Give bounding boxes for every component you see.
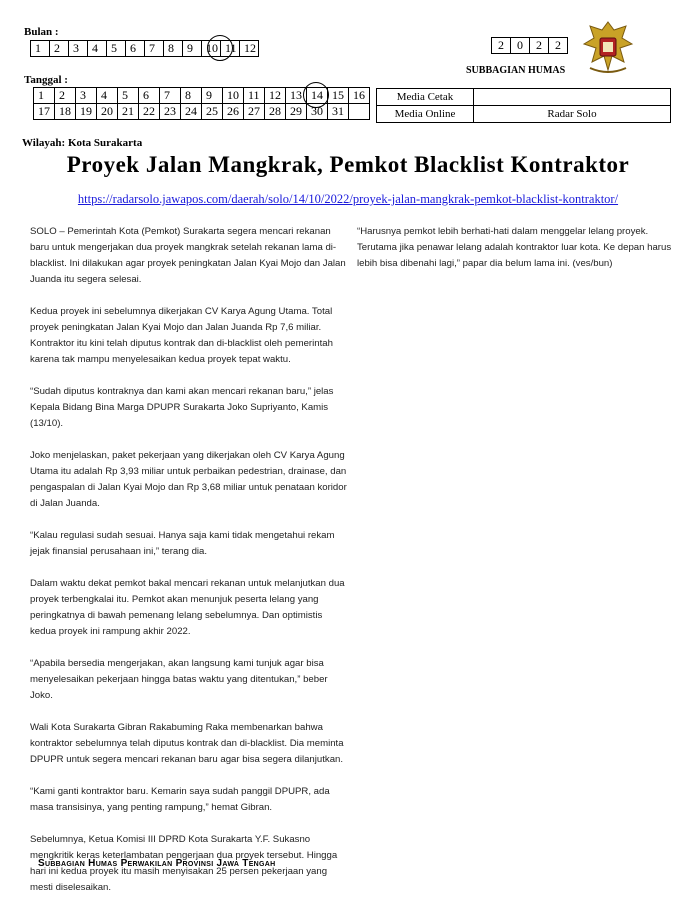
month-cell: 12 <box>240 41 259 57</box>
article-paragraph: Wali Kota Surakarta Gibran Rakabuming Raka membenarkan bahwa kontraktor sebelumnya telah diputus kontrak dan di-blacklist. Dia meminta DPUPR untuk segera mencari rekanan baru agar bisa segera dilanjutkan. <box>30 722 344 765</box>
date-cell: 17 <box>34 104 55 120</box>
article-paragraph: SOLO – Pemerintah Kota (Pemkot) Surakarta segera mencari rekanan baru untuk mengerjakan dua proyek mangkrak setelah rekanan lama di-blacklist. Ini dilakukan agar proyek peningkatan Jalan Kyai Mojo dan Jalan Juanda itu segera selesai. <box>30 226 346 285</box>
month-cell: 2 <box>50 41 69 57</box>
article-paragraph: Sebelumnya, Ketua Komisi III DPRD Kota Surakarta Y.F. Sukasno mengkritik keras keterlambatan pengerjaan dua proyek tersebut. Hingga hari ini kedua proyek itu masih menyisakan 25 persen pekerjaan yang mesti diselesaikan. <box>30 834 338 893</box>
date-cell: 28 <box>265 104 286 120</box>
date-cell: 6 <box>139 88 160 104</box>
article-paragraph: “Sudah diputus kontraknya dan kami akan mencari rekanan baru,” jelas Kepala Bidang Bina Marga DPUPR Surakarta Joko Supriyanto, Kamis (13/10). <box>30 386 334 429</box>
month-circle-mark <box>207 35 233 61</box>
wilayah-label: Wilayah: Kota Surakarta <box>22 137 143 149</box>
date-cell: 1 <box>34 88 55 104</box>
date-cell: 2 <box>55 88 76 104</box>
date-cell: 3 <box>76 88 97 104</box>
garuda-emblem-icon <box>580 18 636 78</box>
media-cetak-value <box>474 89 671 106</box>
year-digit: 2 <box>530 38 549 54</box>
article-paragraph: “Harusnya pemkot lebih berhati-hati dalam menggelar lelang proyek. Terutama jika penawar lelang adalah kontraktor luar kota. Ke depan harus lebih bisa dibenahi lagi,” papar dia belum lama ini. (ves/bun) <box>357 226 672 269</box>
article-paragraph: Dalam waktu dekat pemkot bakal mencari rekanan untuk melanjutkan dua proyek terbengkalai itu. Pemkot akan menunjuk peserta lelang yang peringkatnya di bawah pemenang lelang sebelumnya. Dan optimistis kedua proyek ini rampung akhir 2022. <box>30 578 345 637</box>
article-title: Proyek Jalan Mangkrak, Pemkot Blacklist Kontraktor <box>66 152 630 177</box>
date-cell: 11 <box>244 88 265 104</box>
media-online-label: Media Online <box>377 106 474 123</box>
tanggal-label: Tanggal : <box>24 74 68 86</box>
date-cell-empty <box>349 104 370 120</box>
article-paragraph: “Apabila bersedia mengerjakan, akan langsung kami tunjuk agar bisa menyelesaikan pekerjaan hingga batas waktu yang ditentukan,” beber Joko. <box>30 658 328 701</box>
article-body-right <box>357 224 675 288</box>
month-cell: 7 <box>145 41 164 57</box>
date-cell: 7 <box>160 88 181 104</box>
date-cell: 10 <box>223 88 244 104</box>
article-paragraph: Kedua proyek ini sebelumnya dikerjakan CV Karya Agung Utama. Total proyek peningkatan Jalan Kyai Mojo dan Jalan Juanda Rp 7,6 miliar. Kontraktor itu kini telah diputus kontrak dan di-blacklist oleh pemerintah karena tak mampu menyelesaikan kedua proyek tepat waktu. <box>30 306 333 365</box>
date-cell: 24 <box>181 104 202 120</box>
year-digit: 0 <box>511 38 530 54</box>
month-cell: 8 <box>164 41 183 57</box>
month-cell: 10 <box>202 41 221 57</box>
date-cell: 27 <box>244 104 265 120</box>
media-table <box>376 88 671 123</box>
date-cell: 4 <box>97 88 118 104</box>
date-cell: 16 <box>349 88 370 104</box>
month-cell: 4 <box>88 41 107 57</box>
year-digit: 2 <box>549 38 568 54</box>
year-digit: 2 <box>492 38 511 54</box>
month-cell: 3 <box>69 41 88 57</box>
date-circle-mark <box>303 82 329 108</box>
year-box <box>491 37 568 54</box>
bulan-label: Bulan : <box>24 26 59 38</box>
date-cell: 12 <box>265 88 286 104</box>
date-cell: 14 <box>307 88 328 104</box>
month-cell: 11 <box>221 41 240 57</box>
month-cell: 5 <box>107 41 126 57</box>
subbagian-label: SUBBAGIAN HUMAS <box>466 65 566 76</box>
article-url-link[interactable]: https://radarsolo.jawapos.com/daerah/solo/14/10/2022/proyek-jalan-mangkrak-pemkot-blacklist-kontraktor/ <box>77 192 619 206</box>
date-cell: 5 <box>118 88 139 104</box>
month-cell: 1 <box>31 41 50 57</box>
date-cell: 30 <box>307 104 328 120</box>
date-cell: 9 <box>202 88 223 104</box>
footer-label: Subbagian Humas Perwakilan Provinsi Jawa Tengah <box>38 858 276 869</box>
media-online-value: Radar Solo <box>474 106 671 123</box>
date-cell: 29 <box>286 104 307 120</box>
media-cetak-label: Media Cetak <box>377 89 474 106</box>
article-paragraph: “Kalau regulasi sudah sesuai. Hanya saja kami tidak mengetahui rekam jejak finansial perusahaan ini,” terang dia. <box>30 530 335 557</box>
date-cell: 18 <box>55 104 76 120</box>
article-paragraph: “Kami ganti kontraktor baru. Kemarin saya sudah panggil DPUPR, ada masa transisinya, yang penting rampung,” hemat Gibran. <box>30 786 330 813</box>
date-cell: 8 <box>181 88 202 104</box>
date-cell: 19 <box>76 104 97 120</box>
month-cell: 6 <box>126 41 145 57</box>
article-body-left <box>30 224 348 912</box>
date-cell: 25 <box>202 104 223 120</box>
date-cell: 31 <box>328 104 349 120</box>
date-cell: 20 <box>97 104 118 120</box>
date-cell: 21 <box>118 104 139 120</box>
date-cell: 26 <box>223 104 244 120</box>
date-cell: 13 <box>286 88 307 104</box>
date-cell: 22 <box>139 104 160 120</box>
date-cell: 15 <box>328 88 349 104</box>
article-paragraph: Joko menjelaskan, paket pekerjaan yang dikerjakan oleh CV Karya Agung Utama itu adalah Rp 3,93 miliar untuk perbaikan pedestrian, drainase, dan pengaspalan di Jalan Kyai Mojo dan Rp 3,68 miliar untuk penataan koridor di Jalan Juanda. <box>30 450 347 509</box>
month-cell: 9 <box>183 41 202 57</box>
date-cell: 23 <box>160 104 181 120</box>
